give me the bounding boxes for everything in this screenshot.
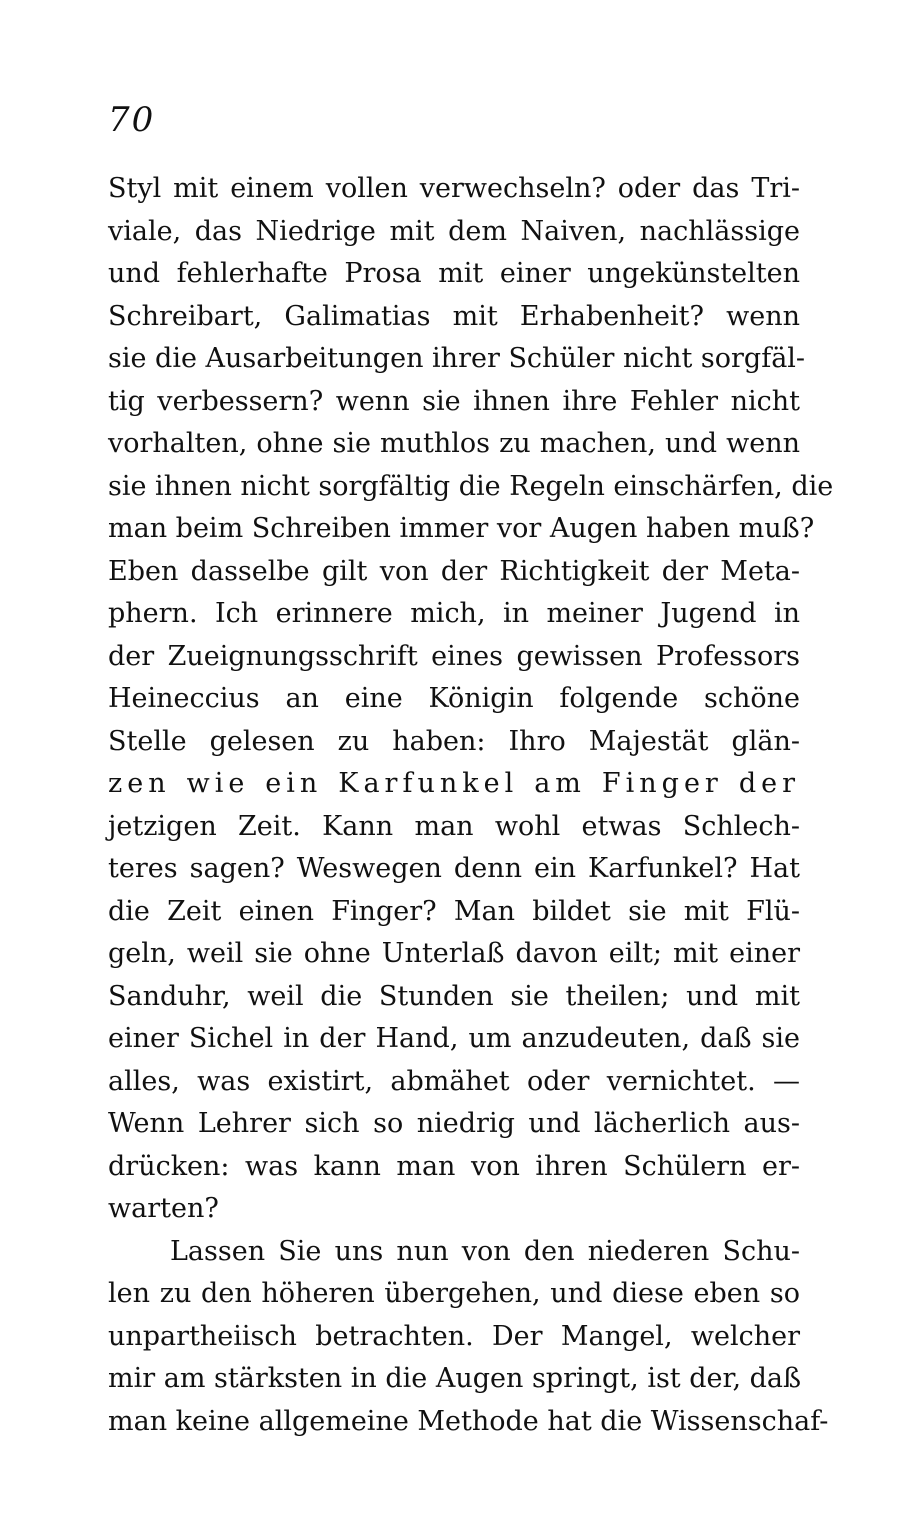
text-line: Styl mit einem vollen verwechseln? oder das Tri- bbox=[108, 173, 800, 204]
text-line: einer Sichel in der Hand, um anzudeuten, daß sie bbox=[108, 1023, 800, 1054]
text-line: mir am stärksten in die Augen springt, ist der, daß bbox=[108, 1363, 802, 1394]
text-line: alles, was existirt, abmähet oder vernichtet. — bbox=[108, 1065, 800, 1097]
text-line: der Zueignungsschrift eines gewissen Professors bbox=[108, 640, 800, 672]
text-line: warten? bbox=[108, 1193, 219, 1224]
text-line: jetzigen Zeit. Kann man wohl etwas Schlech- bbox=[108, 810, 800, 842]
text-line: drücken: was kann man von ihren Schülern er- bbox=[108, 1150, 800, 1182]
text-line: sie die Ausarbeitungen ihrer Schüler nicht sorgfäl- bbox=[108, 343, 806, 374]
text-line: Eben dasselbe gilt von der Richtigkeit der Meta- bbox=[108, 555, 800, 587]
text-line: sie ihnen nicht sorgfältig die Regeln einschärfen, die bbox=[108, 470, 834, 502]
body-text bbox=[108, 168, 834, 1443]
text-line: die Zeit einen Finger? Man bildet sie mit Flü- bbox=[108, 895, 800, 927]
text-line: man keine allgemeine Methode hat die Wissenschaf- bbox=[108, 1405, 829, 1437]
text-line: phern. Ich erinnere mich, in meiner Jugend in bbox=[108, 598, 800, 629]
text-line: unpartheiisch betrachten. Der Mangel, welcher bbox=[108, 1320, 800, 1352]
paragraph-2 bbox=[108, 1231, 829, 1444]
text-line: man beim Schreiben immer vor Augen haben muß? bbox=[108, 513, 815, 544]
text-line: viale, das Niedrige mit dem Naiven, nachlässige bbox=[108, 215, 800, 247]
text-line: Sanduhr, weil die Stunden sie theilen; und mit bbox=[108, 980, 800, 1012]
text-line: Schreibart, Galimatias mit Erhabenheit? wenn bbox=[108, 300, 800, 332]
text-line: len zu den höheren übergehen, und diese eben so bbox=[108, 1278, 800, 1309]
text-line: zen wie ein Karfunkel am Finger der bbox=[108, 768, 800, 799]
text-line: Wenn Lehrer sich so niedrig und lächerlich aus- bbox=[108, 1108, 800, 1139]
text-line: vorhalten, ohne sie muthlos zu machen, und wenn bbox=[108, 428, 800, 459]
text-line: Stelle gelesen zu haben: Ihro Majestät glän- bbox=[108, 725, 800, 757]
text-line: und fehlerhafte Prosa mit einer ungekünstelten bbox=[108, 258, 800, 289]
text-line: tig verbessern? wenn sie ihnen ihre Fehler nicht bbox=[108, 385, 800, 417]
paragraph-1 bbox=[108, 168, 834, 1231]
text-line: geln, weil sie ohne Unterlaß davon eilt; mit einer bbox=[108, 938, 800, 969]
text-line: teres sagen? Weswegen denn ein Karfunkel? Hat bbox=[108, 853, 800, 884]
text-line: Lassen Sie uns nun von den niederen Schu- bbox=[170, 1235, 800, 1267]
text-line: Heineccius an eine Königin folgende schöne bbox=[108, 683, 800, 714]
page-number: 70 bbox=[108, 100, 156, 140]
